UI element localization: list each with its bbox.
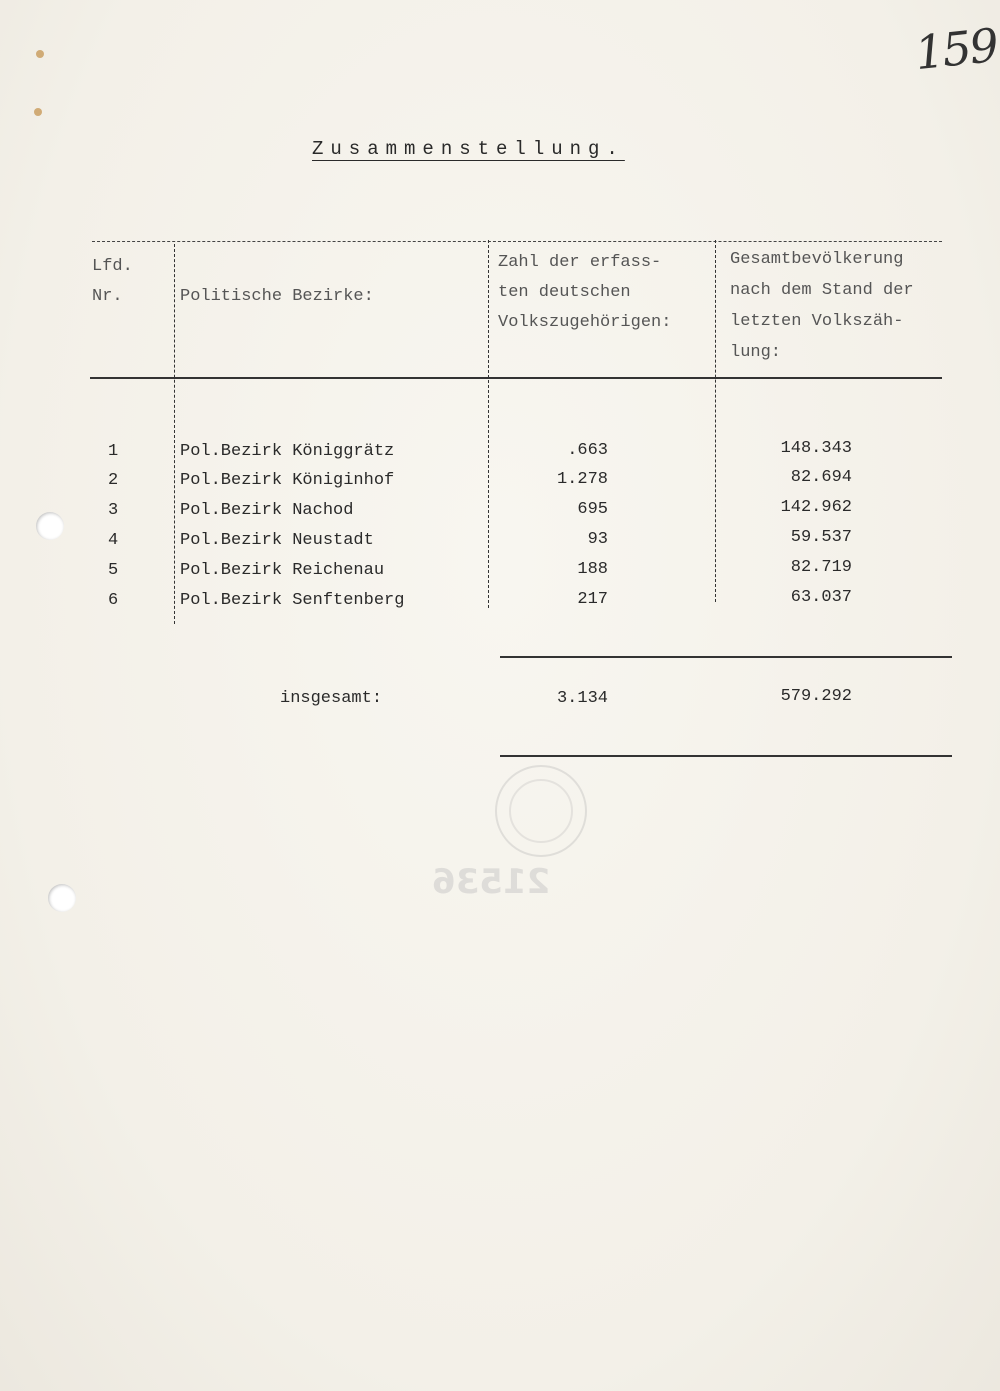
total-label: insgesamt: bbox=[280, 689, 383, 708]
total-bottom-rule bbox=[500, 755, 952, 757]
row-zahl: 188 bbox=[577, 560, 608, 579]
row-bevoelkerung: 142.962 bbox=[780, 498, 852, 517]
header-bevoelkerung-line-3: letzten Volkszäh- bbox=[730, 312, 904, 331]
column-divider-1 bbox=[174, 244, 175, 624]
row-nr: 4 bbox=[108, 531, 119, 550]
row-bezirk: Pol.Bezirk Senftenberg bbox=[180, 591, 405, 610]
header-zahl-line-3: Volkszugehörigen: bbox=[498, 313, 672, 332]
column-divider-2 bbox=[488, 240, 489, 608]
row-bevoelkerung: 148.343 bbox=[780, 439, 852, 458]
punch-hole bbox=[36, 512, 64, 540]
handwritten-page-number: 159 bbox=[912, 17, 1000, 81]
header-bezirk: Politische Bezirke: bbox=[180, 287, 374, 306]
header-bevoelkerung-line-2: nach dem Stand der bbox=[730, 281, 914, 300]
header-nr-line-2: Nr. bbox=[92, 287, 123, 306]
punch-hole bbox=[48, 884, 76, 912]
row-bezirk: Pol.Bezirk Königinhof bbox=[180, 471, 395, 490]
rust-spot bbox=[34, 108, 42, 116]
header-zahl-line-1: Zahl der erfass- bbox=[498, 253, 662, 272]
row-nr: 6 bbox=[108, 591, 119, 610]
row-zahl: 217 bbox=[577, 590, 608, 609]
header-zahl-line-2: ten deutschen bbox=[498, 283, 631, 302]
total-top-rule bbox=[500, 656, 952, 658]
row-bevoelkerung: 63.037 bbox=[790, 588, 852, 607]
column-divider-3 bbox=[715, 240, 716, 602]
row-nr: 3 bbox=[108, 501, 119, 520]
row-bezirk: Pol.Bezirk Königgrätz bbox=[180, 442, 395, 461]
bleed-through-number: 21536 bbox=[432, 862, 551, 902]
header-bevoelkerung-line-4: lung: bbox=[730, 343, 782, 362]
faint-stamp bbox=[495, 765, 587, 857]
total-bevoelkerung: 579.292 bbox=[780, 687, 852, 706]
row-bevoelkerung: 82.719 bbox=[790, 558, 852, 577]
row-zahl: 93 bbox=[587, 530, 608, 549]
row-bezirk: Pol.Bezirk Reichenau bbox=[180, 561, 385, 580]
row-zahl: 695 bbox=[577, 500, 608, 519]
row-bevoelkerung: 59.537 bbox=[790, 528, 852, 547]
rust-spot bbox=[36, 50, 44, 58]
row-bezirk: Pol.Bezirk Nachod bbox=[180, 501, 354, 520]
row-zahl: 1.278 bbox=[556, 470, 608, 489]
row-nr: 1 bbox=[108, 442, 119, 461]
row-bezirk: Pol.Bezirk Neustadt bbox=[180, 531, 374, 550]
row-zahl: .663 bbox=[567, 441, 608, 460]
table-top-rule bbox=[92, 241, 942, 242]
header-bevoelkerung-line-1: Gesamtbevölkerung bbox=[730, 250, 904, 269]
total-zahl: 3.134 bbox=[556, 689, 608, 708]
table-header-rule bbox=[90, 377, 942, 379]
row-nr: 5 bbox=[108, 561, 119, 580]
row-nr: 2 bbox=[108, 471, 119, 490]
header-nr-line-1: Lfd. bbox=[92, 257, 133, 276]
document-title: Zusammenstellung. bbox=[312, 138, 625, 160]
row-bevoelkerung: 82.694 bbox=[790, 468, 852, 487]
